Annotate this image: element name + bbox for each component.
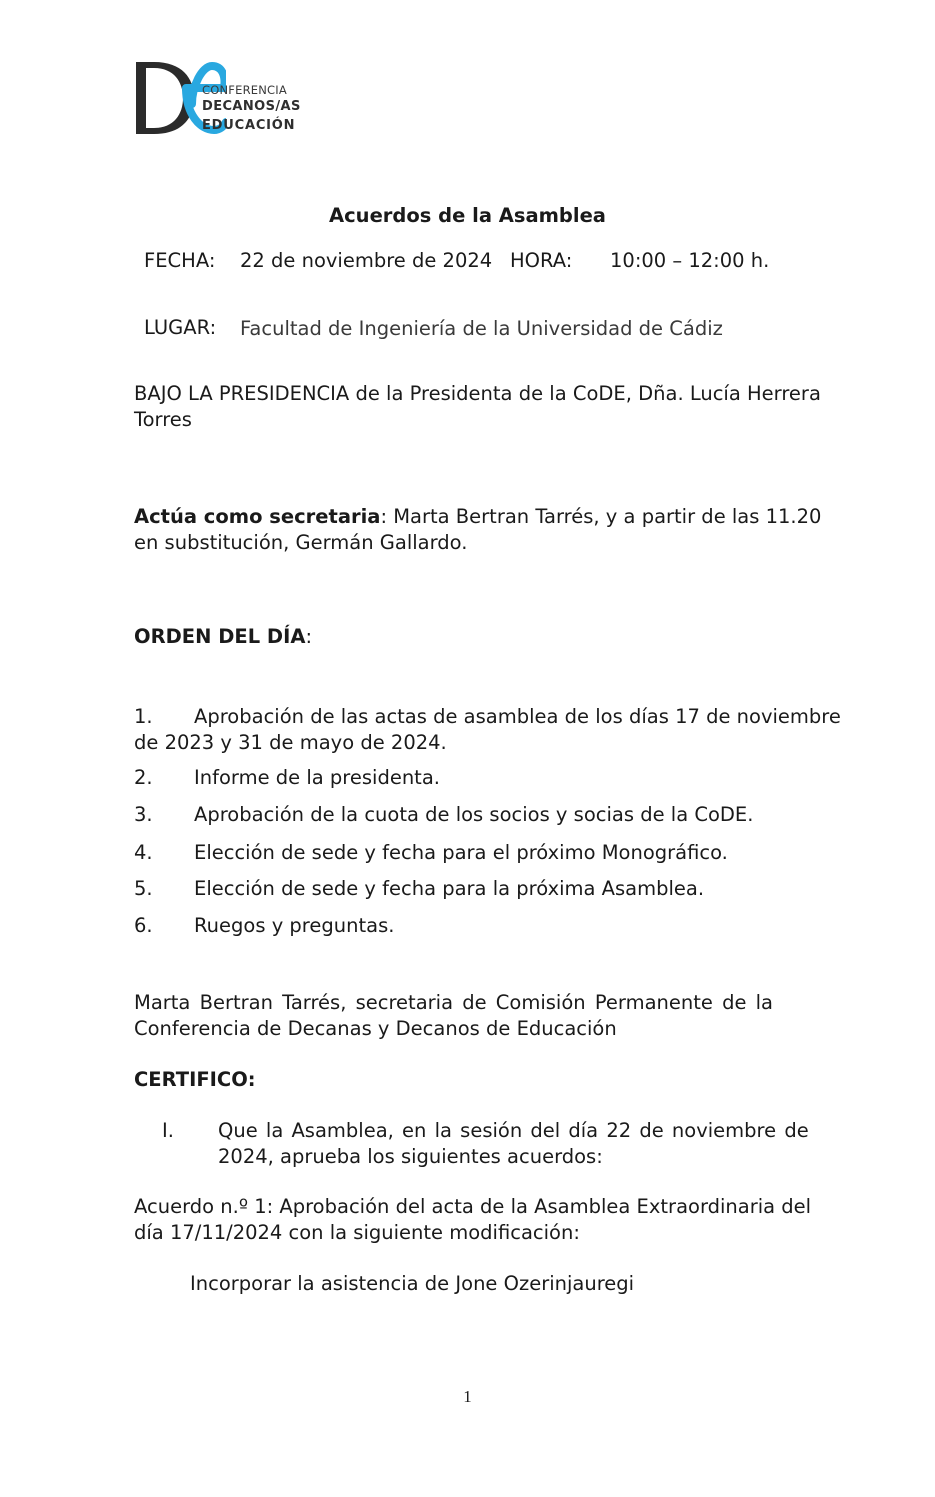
punto-i-line-1: Que la Asamblea, en la sesión del día 22 de noviembre de bbox=[218, 1119, 809, 1142]
secretaria-text: : Marta Bertran Tarrés, y a partir de las 11.20 bbox=[380, 505, 822, 528]
lugar-label: LUGAR: bbox=[144, 316, 217, 339]
list-item-number: 3. bbox=[134, 803, 153, 826]
list-item bbox=[134, 876, 704, 902]
acuerdo-1-detalle: Incorporar la asistencia de Jone Ozerinjauregi bbox=[190, 1272, 635, 1295]
certifico-heading: CERTIFICO: bbox=[134, 1068, 256, 1091]
presidencia-line-1: BAJO LA PRESIDENCIA de la Presidenta de la CoDE, Dña. Lucía Herrera bbox=[134, 382, 821, 405]
list-item bbox=[134, 913, 394, 939]
list-item-number: 6. bbox=[134, 914, 153, 937]
list-item-text: Aprobación de la cuota de los socios y socias de la CoDE. bbox=[194, 803, 754, 826]
list-item-number: 1. bbox=[134, 705, 153, 728]
orden-suffix: : bbox=[305, 625, 313, 648]
list-item bbox=[134, 840, 728, 866]
secretaria-line-1 bbox=[134, 504, 821, 530]
fecha-value: 22 de noviembre de 2024 bbox=[240, 249, 493, 272]
acuerdo-1-line-1: Acuerdo n.º 1: Aprobación del acta de la Asamblea Extraordinaria del bbox=[134, 1195, 812, 1218]
secretaria-line-2: en substitución, Germán Gallardo. bbox=[134, 531, 468, 554]
page-number: 1 bbox=[463, 1387, 472, 1406]
list-item-text: Elección de sede y fecha para la próxima Asamblea. bbox=[194, 877, 705, 900]
acuerdo-1-line-2: día 17/11/2024 con la siguiente modificación: bbox=[134, 1221, 580, 1244]
fecha-label: FECHA: bbox=[144, 249, 216, 272]
secretaria-label: Actúa como secretaria bbox=[134, 505, 381, 528]
list-item-text: Ruegos y preguntas. bbox=[194, 914, 395, 937]
list-item-number: 2. bbox=[134, 766, 153, 789]
orden-label: ORDEN DEL DÍA bbox=[134, 625, 306, 648]
list-item-number: 5. bbox=[134, 877, 153, 900]
list-item-text: Elección de sede y fecha para el próximo Monográfico. bbox=[194, 841, 728, 864]
firmante-line-1: Marta Bertran Tarrés, secretaria de Comisión Permanente de la bbox=[134, 991, 774, 1014]
lugar-value: Facultad de Ingeniería de la Universidad de Cádiz bbox=[240, 317, 723, 340]
document-title: Acuerdos de la Asamblea bbox=[329, 204, 606, 227]
hora-label: HORA: bbox=[510, 249, 573, 272]
list-item bbox=[134, 704, 841, 730]
orden-heading bbox=[134, 624, 312, 650]
list-item bbox=[134, 765, 440, 791]
hora-value: 10:00 – 12:00 h. bbox=[610, 249, 770, 272]
list-item-number: 4. bbox=[134, 841, 153, 864]
list-item-text: Aprobación de las actas de asamblea de los días 17 de noviembre bbox=[194, 705, 841, 728]
punto-i-line-2: 2024, aprueba los siguientes acuerdos: bbox=[218, 1145, 603, 1168]
list-item-continuation: de 2023 y 31 de mayo de 2024. bbox=[134, 731, 447, 754]
firmante-line-2: Conferencia de Decanas y Decanos de Educación bbox=[134, 1017, 617, 1040]
punto-i-number: I. bbox=[162, 1119, 174, 1142]
list-item-text: Informe de la presidenta. bbox=[194, 766, 440, 789]
logo-text-conferencia: CONFERENCIA bbox=[202, 83, 287, 97]
list-item bbox=[134, 802, 753, 828]
logo-text-educacion: EDUCACIÓN bbox=[202, 118, 296, 133]
logo-text-decanos: DECANOS/AS bbox=[202, 99, 301, 114]
presidencia-line-2: Torres bbox=[134, 408, 192, 431]
